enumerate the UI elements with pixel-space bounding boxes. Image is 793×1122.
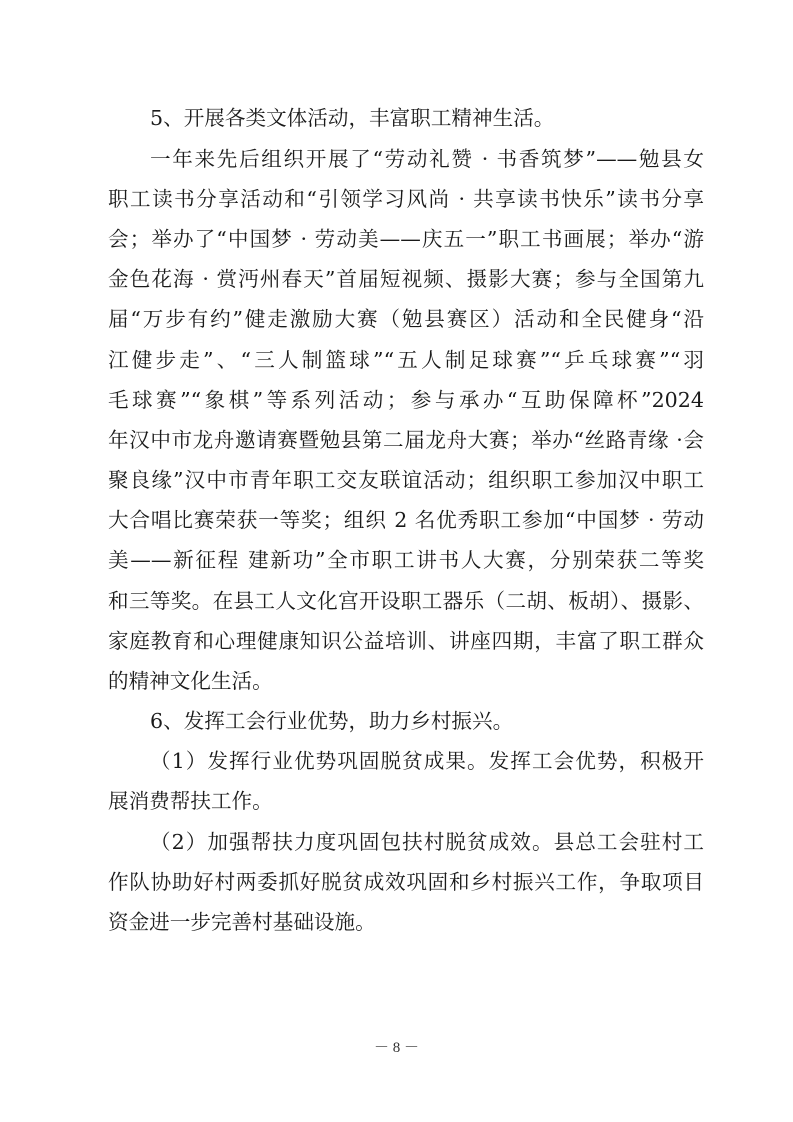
section-6-heading: 6、发挥工会行业优势，助力乡村振兴。 — [150, 709, 514, 733]
paragraph-line: 届“万步有约”健走激励大赛（勉县赛区）活动和全民健身“沿 — [108, 307, 704, 331]
paragraph-line: 和三等奖。在县工人文化宫开设职工器乐（二胡、板胡）、摄影、 — [108, 589, 704, 613]
paragraph-line: 作队协助好村两委抓好脱贫成效巩固和乡村振兴工作，争取项目 — [108, 870, 704, 894]
paragraph-line: （2）加强帮扶力度巩固包扶村脱贫成效。县总工会驻村工 — [150, 830, 704, 854]
paragraph-line: 家庭教育和心理健康知识公益培训、讲座四期，丰富了职工群众 — [108, 629, 704, 653]
paragraph-line: 展消费帮扶工作。 — [108, 789, 273, 813]
paragraph-line: 一年来先后组织开展了“劳动礼赞 · 书香筑梦”——勉县女 — [150, 147, 704, 171]
paragraph-line: 资金进一步完善村基础设施。 — [108, 910, 376, 934]
paragraph-line: 美——新征程 建新功”全市职工讲书人大赛，分别荣获二等奖 — [108, 548, 704, 572]
paragraph-line: 江健步走”、“三人制篮球”“五人制足球赛”“乒乓球赛”“羽 — [108, 348, 704, 372]
paragraph-line: 毛球赛”“象棋”等系列活动；参与承办“互助保障杯”2024 — [108, 388, 704, 412]
page-number: － 8 － — [373, 1040, 419, 1056]
section-5-heading: 5、开展各类文体活动，丰富职工精神生活。 — [150, 106, 555, 130]
paragraph-line: 大合唱比赛荣获一等奖；组织 2 名优秀职工参加“中国梦 · 劳动 — [108, 508, 704, 532]
paragraph-line: 会；举办了“中国梦 · 劳动美——庆五一”职工书画展；举办“游 — [108, 227, 704, 251]
paragraph-line: （1）发挥行业优势巩固脱贫成果。发挥工会优势，积极开 — [150, 749, 704, 773]
paragraph-line: 职工读书分享活动和“引领学习风尚 · 共享读书快乐”读书分享 — [108, 187, 704, 211]
paragraph-line: 金色花海 · 赏沔州春天”首届短视频、摄影大赛；参与全国第九 — [108, 267, 704, 291]
paragraph-line: 聚良缘”汉中市青年职工交友联谊活动；组织职工参加汉中职工 — [108, 468, 704, 492]
paragraph-line: 的精神文化生活。 — [108, 669, 273, 693]
paragraph-line: 年汉中市龙舟邀请赛暨勉县第二届龙舟大赛；举办“丝路青缘 ·会 — [108, 428, 704, 452]
